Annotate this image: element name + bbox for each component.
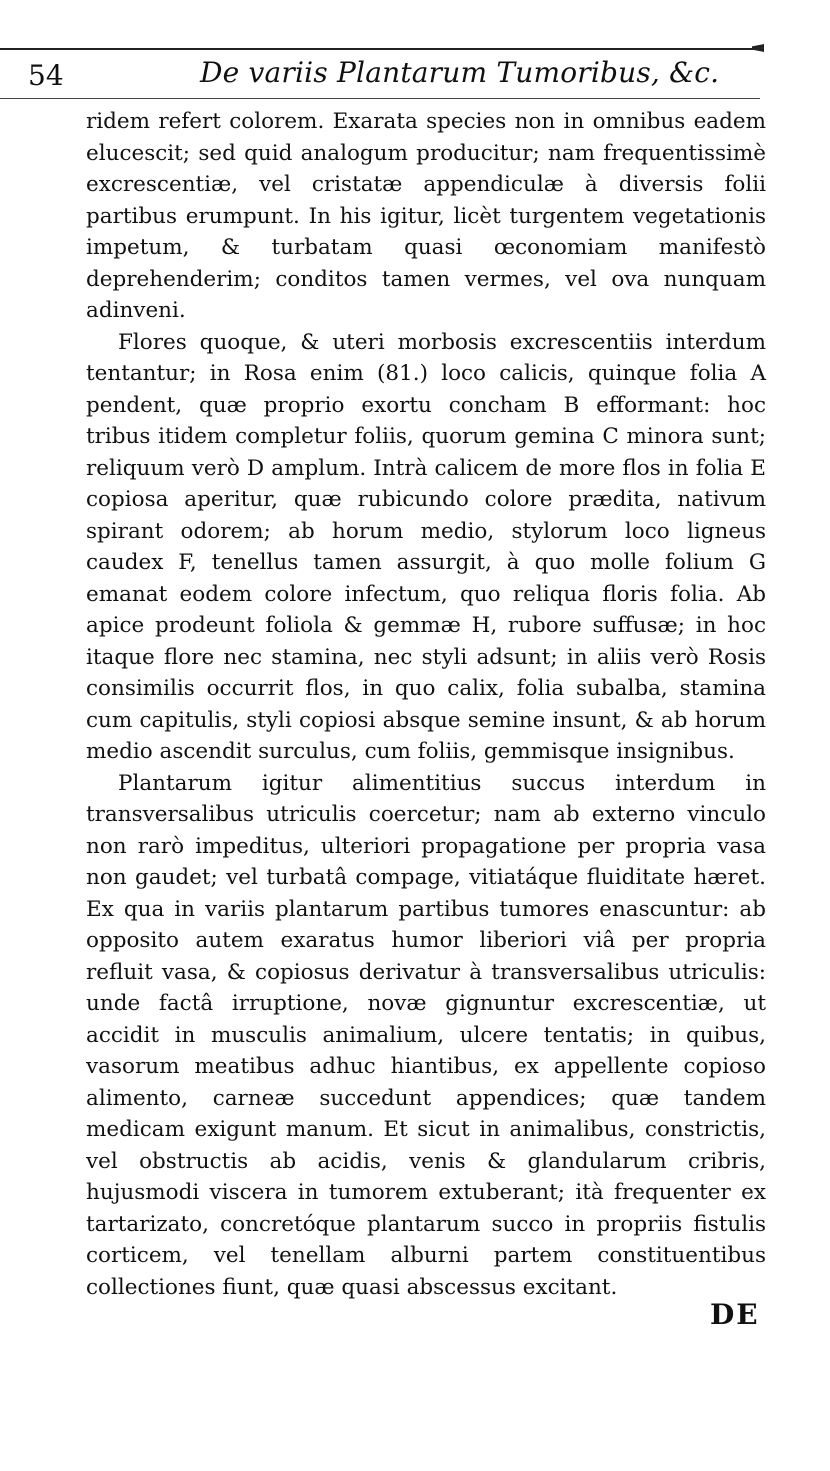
page-number: 54 — [28, 59, 64, 92]
paragraph-3: Plantarum igitur alimentitius succus interdum in transversalibus utriculis coercetur; nam ab externo vinculo non rarò impeditus, ulteriori propagatione per propria vasa non gaudet; vel turbatâ compage, vitiatáque fluiditate hæret. Ex qua in variis plantarum partibus tumores enascuntur: ab opposito autem exaratus humor liberiori viâ per propria refluit vasa, & copiosus derivatur à transversalibus utriculis: unde factâ irruptione, novæ gignuntur excrescentiæ, ut accidit in musculis animalium, ulcere tentatis; in quibus, vasorum meatibus adhuc hiantibus, ex appellente copioso alimento, carneæ succedunt appendices; quæ tandem medicam exigunt manum. Et sicut in animalibus, constrictis, vel obstructis ab acidis, venis & glandularum cribris, hujusmodi viscera in tumorem extuberant; ità frequenter ex tartarizato, concretóque plantarum succo in propriis fistulis corticem, vel tenellam alburni partem constituentibus collectiones fiunt, quæ quasi abscessus excitant. — [86, 770, 766, 1300]
paragraph-2: Flores quoque, & uteri morbosis excrescentiis interdum tentantur; in Rosa enim (81.) loco calicis, quinque folia A pendent, quæ proprio exortu concham B efformant: hoc tribus itidem completur foliis, quorum gemina C minora sunt; reliquum verò D amplum. Intrà calicem de more flos in folia E copiosa aperitur, quæ rubicundo colore prædita, nativum spirant odorem; ab horum medio, stylorum loco ligneus caudex F, tenellus tamen assurgit, à quo molle folium G emanat eodem colore infectum, quo reliqua floris folia. Ab apice prodeunt foliola & gemmæ H, rubore suffusæ; in hoc itaque flore nec stamina, nec styli adsunt; in aliis verò Rosis consimilis occurrit flos, in quo calix, folia subalba, stamina cum capitulis, styli copiosi absque semine insunt, & ab horum medio ascendit surculus, cum foliis, gemmisque insignibus. — [86, 329, 766, 764]
body-text — [86, 106, 766, 1303]
rule-ornament — [752, 44, 764, 52]
catchword: DE — [710, 1298, 760, 1331]
running-head: De variis Plantarum Tumoribus, &c. — [200, 56, 720, 89]
paragraph-1: ridem refert colorem. Exarata species non in omnibus eadem elucescit; sed quid analogum producitur; nam frequentissimè excrescentiæ, vel cristatæ appendiculæ à diversis folii partibus erumpunt. In his igitur, licèt turgentem vegetationis impetum, & turbatam quasi œconomiam manifestò deprehenderim; conditos tamen vermes, vel ova nunquam adinveni. — [86, 109, 766, 323]
top-rule — [0, 48, 760, 50]
header-rule — [0, 98, 760, 99]
